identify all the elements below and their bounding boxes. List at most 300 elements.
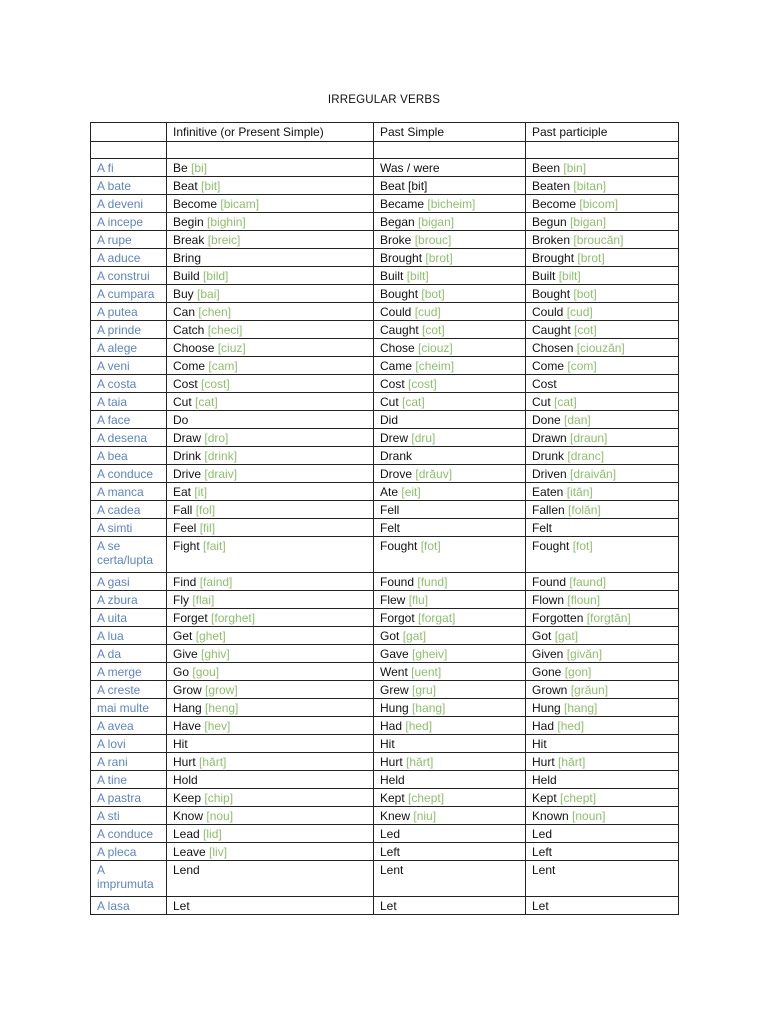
romanian-cell [91, 177, 167, 195]
past-participle-cell [526, 447, 679, 465]
romanian-translation: A sti [97, 809, 120, 823]
past-participle-pronunciation: [bicom] [579, 197, 619, 211]
past-participle-word: Bought [532, 287, 571, 301]
past-participle-pronunciation: [fot] [572, 539, 593, 553]
past-simple-pronunciation: [uent] [411, 665, 442, 679]
infinitive-pronunciation: [ghet] [195, 629, 226, 643]
past-participle-word: Broken [532, 233, 571, 247]
past-participle-word: Brought [532, 251, 575, 265]
infinitive-cell [167, 177, 374, 195]
infinitive-word: Break [173, 233, 205, 247]
past-simple-word: Broke [380, 233, 412, 247]
infinitive-word: Bring [173, 251, 202, 265]
infinitive-word: Become [173, 197, 218, 211]
past-participle-pronunciation: [chept] [560, 791, 597, 805]
infinitive-word: Give [173, 647, 198, 661]
past-participle-pronunciation: [hed] [557, 719, 585, 733]
past-participle-cell [526, 483, 679, 501]
romanian-cell [91, 303, 167, 321]
past-simple-word: Led [380, 827, 401, 841]
romanian-cell [91, 411, 167, 429]
infinitive-cell [167, 663, 374, 681]
past-simple-word: Grew [380, 683, 409, 697]
table-row [91, 231, 679, 249]
romanian-translation: A lovi [97, 737, 126, 751]
past-participle-pronunciation: [bigan] [570, 215, 607, 229]
infinitive-pronunciation: [drink] [204, 449, 238, 463]
romanian-cell [91, 825, 167, 843]
past-participle-cell [526, 663, 679, 681]
past-participle-pronunciation: [draun] [570, 431, 608, 445]
infinitive-cell [167, 393, 374, 411]
past-participle-pronunciation: [broucăn] [573, 233, 624, 247]
past-participle-word: Found [532, 575, 567, 589]
romanian-cell [91, 753, 167, 771]
infinitive-pronunciation: [cost] [201, 377, 230, 391]
past-simple-cell [374, 825, 526, 843]
past-participle-word: Had [532, 719, 555, 733]
table-row [91, 897, 679, 915]
infinitive-word: Begin [173, 215, 204, 229]
romanian-translation: A aduce [97, 251, 141, 265]
infinitive-pronunciation: [nou] [206, 809, 234, 823]
past-participle-word: Hurt [532, 755, 555, 769]
past-participle-cell [526, 285, 679, 303]
romanian-translation: A cumpara [97, 287, 155, 301]
infinitive-pronunciation: [ciuz] [217, 341, 246, 355]
past-simple-word: Bought [380, 287, 419, 301]
past-participle-pronunciation: [gat] [554, 629, 579, 643]
infinitive-cell [167, 789, 374, 807]
table-row [91, 285, 679, 303]
past-participle-cell [526, 609, 679, 627]
past-simple-word: Drank [380, 449, 413, 463]
romanian-cell [91, 897, 167, 915]
table-row [91, 519, 679, 537]
past-simple-pronunciation: [drăuv] [415, 467, 453, 481]
infinitive-word: Drive [173, 467, 202, 481]
infinitive-cell [167, 375, 374, 393]
infinitive-pronunciation: [chip] [204, 791, 234, 805]
infinitive-pronunciation: [lid] [203, 827, 222, 841]
romanian-translation: A avea [97, 719, 134, 733]
romanian-translation: A deveni [97, 197, 144, 211]
past-participle-cell [526, 591, 679, 609]
infinitive-cell [167, 537, 374, 573]
romanian-cell [91, 573, 167, 591]
infinitive-word: Draw [173, 431, 202, 445]
past-participle-pronunciation: [cud] [566, 305, 593, 319]
past-participle-cell [526, 573, 679, 591]
past-simple-cell [374, 537, 526, 573]
table-row [91, 681, 679, 699]
infinitive-pronunciation: [bit] [201, 179, 221, 193]
infinitive-cell [167, 159, 374, 177]
past-simple-word: Chose [380, 341, 415, 355]
past-simple-cell [374, 249, 526, 267]
infinitive-cell [167, 195, 374, 213]
past-simple-cell [374, 429, 526, 447]
infinitive-word: Lend [173, 863, 200, 877]
past-simple-pronunciation: [cheim] [415, 359, 455, 373]
past-participle-pronunciation: [dan] [564, 413, 591, 427]
blank-cell [91, 142, 167, 159]
past-simple-word: Forgot [380, 611, 415, 625]
past-simple-word: Knew [380, 809, 411, 823]
infinitive-cell [167, 717, 374, 735]
table-row [91, 357, 679, 375]
romanian-translation: A creste [97, 683, 141, 697]
past-participle-word: Lent [532, 863, 556, 877]
past-simple-cell [374, 627, 526, 645]
romanian-translation: A fi [97, 161, 114, 175]
romanian-cell [91, 519, 167, 537]
blank-cell [167, 142, 374, 159]
past-simple-cell [374, 411, 526, 429]
infinitive-word: Hang [173, 701, 202, 715]
table-row [91, 663, 679, 681]
infinitive-cell [167, 699, 374, 717]
past-participle-cell [526, 501, 679, 519]
romanian-cell [91, 843, 167, 861]
table-row [91, 789, 679, 807]
infinitive-word: Come [173, 359, 206, 373]
infinitive-cell [167, 519, 374, 537]
past-simple-cell [374, 645, 526, 663]
past-simple-pronunciation: [bicheim] [427, 197, 476, 211]
past-participle-cell [526, 717, 679, 735]
infinitive-pronunciation: [breic] [207, 233, 241, 247]
infinitive-cell [167, 285, 374, 303]
past-participle-word: Forgotten [532, 611, 584, 625]
romanian-cell [91, 357, 167, 375]
past-simple-word: Brought [380, 251, 423, 265]
infinitive-word: Do [173, 413, 189, 427]
table-row [91, 465, 679, 483]
table-row [91, 411, 679, 429]
past-participle-word: Hung [532, 701, 561, 715]
romanian-cell [91, 393, 167, 411]
past-participle-cell [526, 429, 679, 447]
past-participle-pronunciation: [floun] [567, 593, 601, 607]
past-participle-word: Given [532, 647, 564, 661]
infinitive-cell [167, 213, 374, 231]
past-simple-cell [374, 465, 526, 483]
romanian-translation: A simti [97, 521, 133, 535]
table-row [91, 825, 679, 843]
infinitive-pronunciation: [cat] [195, 395, 218, 409]
table-row [91, 771, 679, 789]
past-simple-cell [374, 663, 526, 681]
past-participle-cell [526, 249, 679, 267]
past-participle-cell [526, 645, 679, 663]
infinitive-word: Get [173, 629, 193, 643]
infinitive-word: Drink [173, 449, 202, 463]
infinitive-pronunciation: [faind] [199, 575, 233, 589]
past-participle-word: Drawn [532, 431, 567, 445]
infinitive-pronunciation: [fol] [195, 503, 216, 517]
romanian-cell [91, 213, 167, 231]
infinitive-cell [167, 303, 374, 321]
romanian-cell [91, 195, 167, 213]
past-simple-word: Hung [380, 701, 409, 715]
past-participle-pronunciation: [noun] [572, 809, 606, 823]
past-participle-cell [526, 825, 679, 843]
past-simple-cell [374, 285, 526, 303]
past-simple-cell [374, 339, 526, 357]
table-row [91, 195, 679, 213]
past-simple-cell [374, 771, 526, 789]
past-participle-word: Could [532, 305, 564, 319]
header-cell-romanian [91, 123, 167, 142]
past-simple-cell [374, 231, 526, 249]
romanian-translation: A da [97, 647, 122, 661]
past-simple-cell [374, 159, 526, 177]
table-row [91, 573, 679, 591]
infinitive-pronunciation: [bi] [191, 161, 208, 175]
infinitive-word: Go [173, 665, 190, 679]
past-participle-pronunciation: [hang] [564, 701, 598, 715]
past-simple-word: Became [380, 197, 425, 211]
past-participle-cell [526, 519, 679, 537]
romanian-translation: A rupe [97, 233, 132, 247]
romanian-cell [91, 681, 167, 699]
infinitive-cell [167, 447, 374, 465]
past-simple-cell [374, 321, 526, 339]
past-simple-pronunciation: [hang] [412, 701, 446, 715]
infinitive-word: Forget [173, 611, 208, 625]
past-simple-cell [374, 789, 526, 807]
infinitive-word: Be [173, 161, 188, 175]
past-simple-word: Built [380, 269, 404, 283]
past-participle-cell [526, 177, 679, 195]
table-row [91, 627, 679, 645]
infinitive-cell [167, 339, 374, 357]
romanian-translation: A face [97, 413, 131, 427]
infinitive-cell [167, 267, 374, 285]
romanian-translation: A pastra [97, 791, 142, 805]
past-simple-pronunciation: [fot] [420, 539, 441, 553]
romanian-translation: A imprumuta [97, 863, 154, 891]
past-simple-word: Did [380, 413, 399, 427]
past-participle-word: Cut [532, 395, 551, 409]
infinitive-word: Find [173, 575, 197, 589]
past-simple-cell [374, 861, 526, 897]
infinitive-pronunciation: [bighin] [207, 215, 246, 229]
romanian-cell [91, 339, 167, 357]
infinitive-word: Hit [173, 737, 188, 751]
past-participle-word: Left [532, 845, 553, 859]
table-row [91, 753, 679, 771]
romanian-cell [91, 267, 167, 285]
past-participle-word: Drunk [532, 449, 565, 463]
past-participle-word: Felt [532, 521, 553, 535]
infinitive-cell [167, 843, 374, 861]
past-participle-pronunciation: [gon] [564, 665, 592, 679]
table-row [91, 159, 679, 177]
romanian-translation: A lua [97, 629, 124, 643]
past-simple-pronunciation: [cud] [414, 305, 441, 319]
infinitive-cell [167, 861, 374, 897]
table-row [91, 429, 679, 447]
past-participle-word: Eaten [532, 485, 564, 499]
past-participle-pronunciation: [bilt] [558, 269, 581, 283]
past-simple-cell [374, 699, 526, 717]
romanian-translation: A conduce [97, 827, 154, 841]
past-simple-cell [374, 483, 526, 501]
infinitive-word: Fly [173, 593, 189, 607]
past-participle-pronunciation: [hărt] [558, 755, 586, 769]
past-simple-pronunciation: [gheiv] [412, 647, 448, 661]
past-simple-cell [374, 519, 526, 537]
past-participle-cell [526, 267, 679, 285]
table-row [91, 717, 679, 735]
romanian-cell [91, 231, 167, 249]
past-simple-pronunciation: [flu] [408, 593, 429, 607]
past-participle-cell [526, 627, 679, 645]
romanian-cell [91, 537, 167, 573]
past-simple-pronunciation: [brot] [425, 251, 453, 265]
past-participle-pronunciation: [cot] [574, 323, 597, 337]
past-simple-pronunciation: [bilt] [406, 269, 429, 283]
past-participle-word: Caught [532, 323, 571, 337]
past-participle-cell [526, 735, 679, 753]
romanian-translation: A gasi [97, 575, 130, 589]
infinitive-cell [167, 465, 374, 483]
past-simple-word: Let [380, 899, 397, 913]
infinitive-word: Cost [173, 377, 198, 391]
past-simple-cell [374, 609, 526, 627]
past-participle-cell [526, 897, 679, 915]
infinitive-word: Catch [173, 323, 205, 337]
romanian-translation: A costa [97, 377, 137, 391]
romanian-translation: A manca [97, 485, 144, 499]
table-row [91, 591, 679, 609]
table-header-row [91, 123, 679, 142]
table-row [91, 249, 679, 267]
past-participle-cell [526, 393, 679, 411]
past-participle-word: Gone [532, 665, 562, 679]
romanian-translation: A cadea [97, 503, 141, 517]
romanian-cell [91, 609, 167, 627]
past-participle-pronunciation: [givăn] [566, 647, 603, 661]
romanian-cell [91, 429, 167, 447]
past-simple-word: Ate [380, 485, 399, 499]
romanian-translation: A prinde [97, 323, 142, 337]
romanian-translation: mai multe [97, 701, 150, 715]
infinitive-pronunciation: [liv] [209, 845, 228, 859]
past-participle-pronunciation: [draivăn] [570, 467, 617, 481]
past-participle-word: Built [532, 269, 556, 283]
infinitive-word: Grow [173, 683, 202, 697]
past-participle-word: Beaten [532, 179, 571, 193]
past-participle-pronunciation: [bitan] [573, 179, 607, 193]
past-simple-word: Flew [380, 593, 406, 607]
past-simple-pronunciation: [ciouz] [418, 341, 453, 355]
romanian-cell [91, 321, 167, 339]
romanian-translation: A lasa [97, 899, 130, 913]
past-participle-word: Flown [532, 593, 565, 607]
past-simple-word: Cut [380, 395, 399, 409]
romanian-cell [91, 789, 167, 807]
past-simple-cell [374, 303, 526, 321]
romanian-translation: A pleca [97, 845, 137, 859]
past-simple-word: Came [380, 359, 413, 373]
past-simple-pronunciation: [dru] [411, 431, 436, 445]
past-simple-word: Drew [380, 431, 409, 445]
infinitive-cell [167, 231, 374, 249]
past-simple-word: Began [380, 215, 415, 229]
past-participle-cell [526, 843, 679, 861]
past-participle-word: Begun [532, 215, 567, 229]
past-simple-word: Drove [380, 467, 413, 481]
past-simple-cell [374, 681, 526, 699]
past-participle-word: Fought [532, 539, 570, 553]
romanian-translation: A uita [97, 611, 128, 625]
romanian-translation: A rani [97, 755, 128, 769]
infinitive-pronunciation: [bicam] [220, 197, 260, 211]
past-simple-word: Had [380, 719, 403, 733]
infinitive-pronunciation: [forghet] [211, 611, 256, 625]
past-participle-word: Chosen [532, 341, 574, 355]
past-participle-cell [526, 303, 679, 321]
table-row [91, 303, 679, 321]
past-simple-word: Lent [380, 863, 404, 877]
past-simple-cell [374, 177, 526, 195]
romanian-cell [91, 807, 167, 825]
infinitive-pronunciation: [gou] [192, 665, 220, 679]
infinitive-cell [167, 681, 374, 699]
past-simple-cell [374, 375, 526, 393]
table-row [91, 177, 679, 195]
past-participle-pronunciation: [ităn] [566, 485, 593, 499]
past-simple-cell [374, 267, 526, 285]
romanian-translation: A incepe [97, 215, 144, 229]
past-simple-word: Could [380, 305, 412, 319]
infinitive-cell [167, 357, 374, 375]
past-simple-pronunciation: [niu] [413, 809, 437, 823]
past-simple-pronunciation: [gat] [402, 629, 427, 643]
past-simple-cell [374, 591, 526, 609]
romanian-cell [91, 447, 167, 465]
past-participle-word: Kept [532, 791, 557, 805]
romanian-translation: A merge [97, 665, 142, 679]
irregular-verbs-table [90, 122, 679, 915]
romanian-translation: A tine [97, 773, 128, 787]
blank-row [91, 142, 679, 159]
romanian-translation: A taia [97, 395, 128, 409]
header-cell-past-simple: Past Simple [374, 123, 526, 142]
infinitive-pronunciation: [hev] [204, 719, 231, 733]
infinitive-cell [167, 771, 374, 789]
past-simple-pronunciation: [brouc] [414, 233, 452, 247]
romanian-cell [91, 717, 167, 735]
table-row [91, 699, 679, 717]
table-row [91, 267, 679, 285]
past-participle-cell [526, 465, 679, 483]
past-simple-cell [374, 573, 526, 591]
past-simple-cell [374, 843, 526, 861]
infinitive-cell [167, 249, 374, 267]
past-participle-cell [526, 537, 679, 573]
infinitive-pronunciation: [bild] [203, 269, 229, 283]
infinitive-word: Leave [173, 845, 206, 859]
past-simple-cell [374, 357, 526, 375]
infinitive-pronunciation: [fait] [203, 539, 226, 553]
table-row [91, 645, 679, 663]
past-participle-word: Done [532, 413, 561, 427]
romanian-cell [91, 861, 167, 897]
